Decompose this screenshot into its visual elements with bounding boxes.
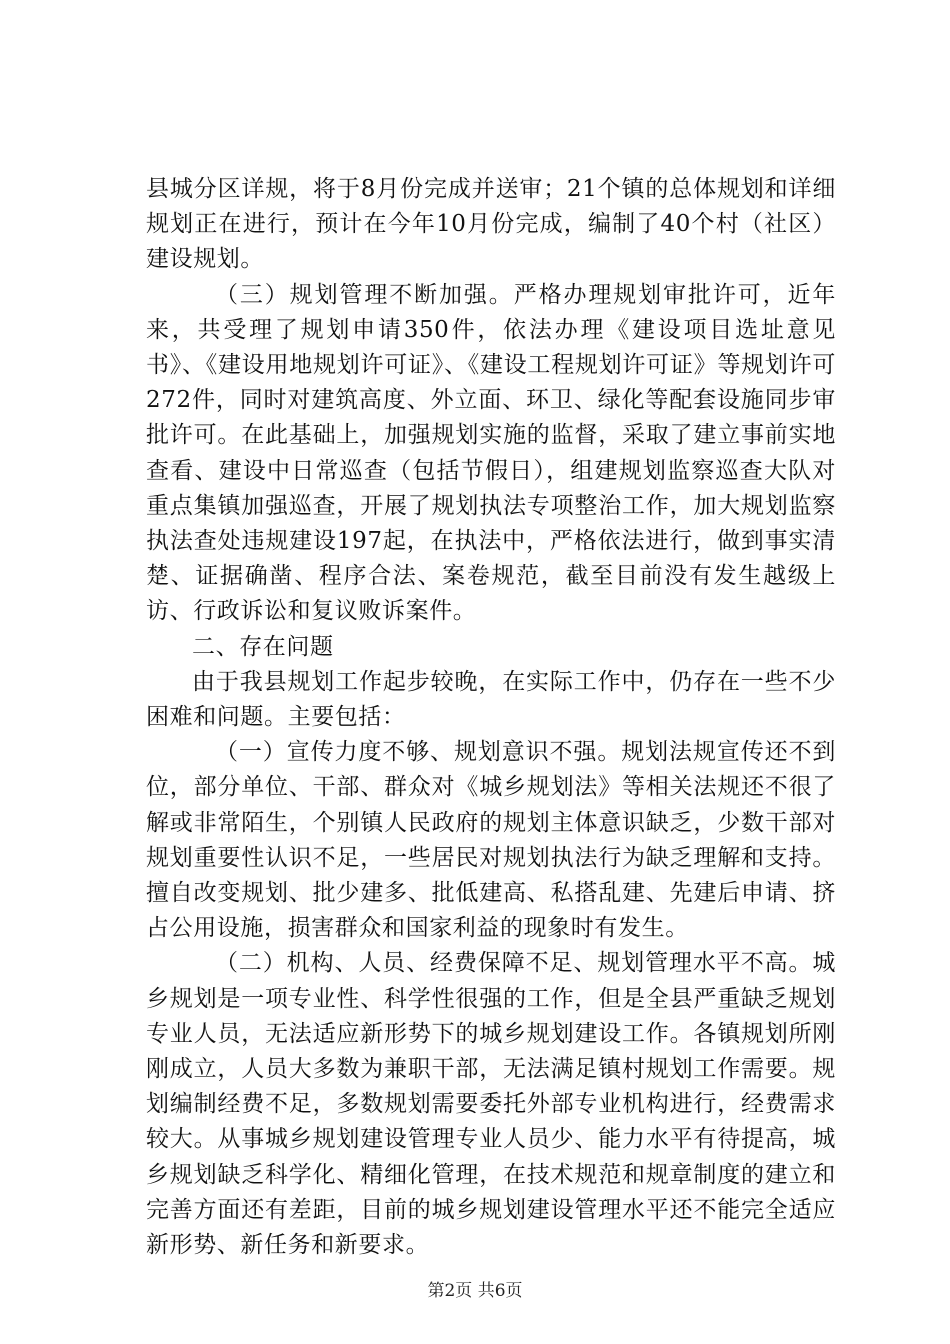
paragraph-continuation: 县城分区详规，将于8月份完成并送审；21个镇的总体规划和详细规划正在进行，预计在今年10月份完成，编制了40个村（社区）建设规划。 <box>146 176 836 273</box>
paragraph-problems-intro: 由于我县规划工作起步较晚，在实际工作中，仍存在一些不少困难和问题。主要包括： <box>146 668 836 731</box>
paragraph-section-3: （三）规划管理不断加强。严格办理规划审批许可，近年来，共受理了规划申请350件，依法办理《建设项目选址意见书》、《建设用地规划许可证》、《建设工程规划许可证》等规划许可272件，同时对建筑高度、外立面、环卫、绿化等配套设施同步审批许可。在此基础上，加强规划实施的监督，采取了建立事前实地查看、建设中日常巡查（包括节假日），组建规划监察巡查大队对重点集镇加强巡查，开展了规划执法专项整治工作，加大规划监察执法查处违规建设197起，在执法中，严格依法进行，做到事实清楚、证据确凿、程序合法、案卷规范，截至目前没有发生越级上访、行政诉讼和复议败诉案件。 <box>146 281 836 625</box>
paragraph-problem-1: （一）宣传力度不够、规划意识不强。规划法规宣传还不到位，部分单位、干部、群众对《城乡规划法》等相关法规还不很了解或非常陌生，个别镇人民政府的规划主体意识缺乏，少数干部对规划重要性认识不足，一些居民对规划执法行为缺乏理解和支持。擅自改变规划、批少建多、批低建高、私搭乱建、先建后申请、挤占公用设施，损害群众和国家利益的现象时有发生。 <box>146 739 836 942</box>
page-footer: 第2页 共6页 <box>427 1281 523 1301</box>
document-body <box>146 172 836 1263</box>
paragraph-problem-2: （二）机构、人员、经费保障不足、规划管理水平不高。城乡规划是一项专业性、科学性很强的工作，但是全县严重缺乏规划专业人员，无法适应新形势下的城乡规划建设工作。各镇规划所刚刚成立，人员大多数为兼职干部，无法满足镇村规划工作需要。规划编制经费不足，多数规划需要委托外部专业机构进行，经费需求较大。从事城乡规划建设管理专业人员少、能力水平有待提高，城乡规划缺乏科学化、精细化管理，在技术规范和规章制度的建立和完善方面还有差距，目前的城乡规划建设管理水平还不能完全适应新形势、新任务和新要求。 <box>146 950 836 1259</box>
section-heading-problems: 二、存在问题 <box>192 633 334 660</box>
